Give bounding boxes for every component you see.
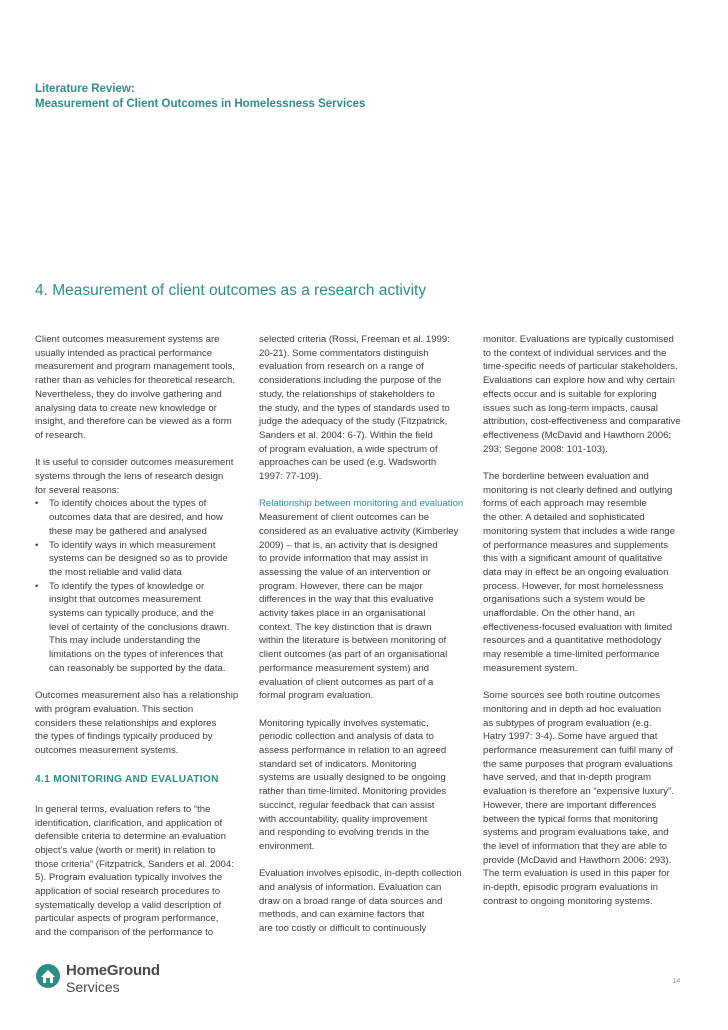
text-line: with program evaluation. This section xyxy=(35,703,194,715)
text-line: To identify choices about the types of xyxy=(49,498,207,510)
text-line: evaluation from research on a range of xyxy=(259,361,424,373)
text-line: Monitoring typically involves systematic, xyxy=(259,717,429,729)
text-line: systems are usually designed to be ongoing xyxy=(259,772,446,784)
text-line: and the comparison of the performance to xyxy=(35,927,214,939)
text-line: usually intended as practical performance xyxy=(35,347,213,359)
text-column-3 xyxy=(483,333,701,909)
text-line: of research. xyxy=(35,429,86,441)
text-line: are too costly or difficult to continuously xyxy=(259,923,427,935)
text-line: monitor. Evaluations are typically customised xyxy=(483,334,674,345)
col2-paragraph-3 xyxy=(259,717,477,854)
text-line: Hatry 1997: 3-4). Some have argued that xyxy=(483,731,658,743)
text-line: evaluation of client outcomes as part of a xyxy=(259,676,434,688)
text-line: The borderline between evaluation and xyxy=(483,471,649,483)
text-line: monitoring system that includes a wide range xyxy=(483,525,675,537)
text-line: systematically develop a valid description of xyxy=(35,899,222,911)
text-line: rather than as vehicles for theoretical research. xyxy=(35,375,235,387)
col3-paragraph-3 xyxy=(483,689,701,908)
text-line: evaluation is therefore an “expensive luxury”. xyxy=(483,786,674,798)
text-line: the types of findings typically produced by xyxy=(35,731,213,743)
text-line: activity takes place in an organisational xyxy=(259,608,426,620)
section-title: 4. Measurement of client outcomes as a research activity xyxy=(35,282,427,299)
text-line: environment. xyxy=(259,840,315,852)
text-line: To identify ways in which measurement xyxy=(49,539,216,551)
text-line: within the literature is between monitoring of xyxy=(259,635,447,647)
text-line: issues such as long-term impacts, causal xyxy=(483,402,658,414)
text-line: the study, and the types of standards used to xyxy=(259,402,450,414)
text-line: measurement and program management tools, xyxy=(35,361,235,373)
text-line: However, there are important differences xyxy=(483,799,657,811)
text-line: provide (McDavid and Hawthorn 2006: 293). xyxy=(483,854,672,866)
text-line: those criteria” (Fitzpatrick, Sanders et al. 2004: xyxy=(35,858,234,870)
col1-paragraph-1 xyxy=(35,333,253,443)
text-column-1 xyxy=(35,333,253,940)
text-line: context. The key distinction that is drawn xyxy=(259,621,432,633)
text-line: data may in effect be an ongoing evaluation xyxy=(483,566,669,578)
text-line: performance measurement can fulfil many of xyxy=(483,745,673,757)
text-line: To identify the types of knowledge or xyxy=(49,580,205,592)
header-line-2: Measurement of Client Outcomes in Homelessness Services xyxy=(35,98,366,110)
col1-paragraph-3 xyxy=(35,689,253,758)
col1-paragraph-4 xyxy=(35,803,253,940)
text-line: assess performance in relation to an agreed xyxy=(259,745,447,757)
text-line: in-depth, episodic program evaluations in xyxy=(483,882,658,894)
text-line: Evaluation involves episodic, in-depth collection xyxy=(259,868,462,880)
text-line: approaches can be used (e.g. Wadsworth xyxy=(259,457,437,469)
text-line: between the typical forms that monitoring xyxy=(483,813,658,825)
text-line: In general terms, evaluation refers to “the xyxy=(35,803,211,815)
text-line: and responding to evolving trends in the xyxy=(259,827,430,839)
text-line: study, the relationships of stakeholders to xyxy=(259,388,435,400)
text-line: Outcomes measurement also has a relationship xyxy=(35,690,239,702)
text-column-2 xyxy=(259,333,477,936)
text-line: may resemble a time-limited performance xyxy=(483,649,660,661)
subsection-heading: 4.1 MONITORING AND EVALUATION xyxy=(35,774,219,786)
text-line: 1997: 77-109). xyxy=(259,471,322,483)
col1-paragraph-2 xyxy=(35,456,253,497)
text-line: for several reasons: xyxy=(35,484,120,496)
text-line: as subtypes of program evaluation (e.g. xyxy=(483,717,652,729)
text-line: assessing the value of an intervention or xyxy=(259,566,431,578)
text-line: unaffordable. On the other hand, an xyxy=(483,608,635,620)
col3-paragraph-1 xyxy=(483,333,701,456)
text-line: differences in the way that this evaluative xyxy=(259,594,434,606)
col2-paragraph-1 xyxy=(259,333,477,484)
bullet-item xyxy=(35,497,253,538)
text-line: time-specific needs of particular stakeholders. xyxy=(483,361,678,373)
text-line: monitoring is not clearly defined and outlying xyxy=(483,484,673,496)
text-line: the same purposes that program evaluations xyxy=(483,758,673,770)
text-line: 2009) – that is, an activity that is designed xyxy=(259,539,438,551)
bullet-item xyxy=(35,580,253,676)
italic-subheading: Relationship between monitoring and evaluation xyxy=(259,498,464,510)
text-line: systems through the lens of research design xyxy=(35,471,224,483)
text-line: Some sources see both routine outcomes xyxy=(483,690,661,702)
text-line: particular aspects of program performance, xyxy=(35,913,219,925)
document-header xyxy=(35,82,365,112)
text-line: 293; Segone 2008: 101-103). xyxy=(483,443,608,455)
col3-paragraph-2 xyxy=(483,470,701,676)
text-line: the other. A detailed and sophisticated xyxy=(483,512,645,524)
text-line: selected criteria (Rossi, Freeman et al. 1999: xyxy=(259,334,450,345)
text-line: Client outcomes measurement systems are xyxy=(35,334,220,345)
text-line: Evaluations can explore how and why certain xyxy=(483,375,675,387)
text-line: It is useful to consider outcomes measurement xyxy=(35,457,234,469)
text-line: resources and a quantitative methodology xyxy=(483,635,662,647)
text-line: identification, clarification, and application of xyxy=(35,817,223,829)
text-line: effectiveness (McDavid and Hawthorn 2006: xyxy=(483,429,672,441)
text-line: systems can typically produce, and the xyxy=(49,608,214,620)
text-line: The term evaluation is used in this paper for xyxy=(483,868,670,880)
text-line: judge the adequacy of the study (Fitzpatrick, xyxy=(259,416,448,428)
text-line: formal program evaluation. xyxy=(259,690,374,702)
text-line: 5). Program evaluation typically involves the xyxy=(35,872,223,884)
text-line: program. However, there can be major xyxy=(259,580,423,592)
text-line: process. However, for most homelessness xyxy=(483,580,664,592)
text-line: systems can be designed so as to provide xyxy=(49,553,228,565)
text-line: methods, and can examine factors that xyxy=(259,909,425,921)
text-line: the level of information that they are able to xyxy=(483,840,667,852)
bullet-icon: • xyxy=(35,498,39,510)
bullet-item xyxy=(35,539,253,580)
text-line: with accountability, quality improvement xyxy=(259,813,428,825)
text-line: of program evaluation, a wide spectrum of xyxy=(259,443,438,455)
bullet-icon: • xyxy=(35,539,39,551)
text-line: This may include understanding the xyxy=(49,635,201,647)
col2-paragraph-2 xyxy=(259,511,477,703)
text-line: outcomes data that are desired, and how xyxy=(49,512,223,524)
text-line: Nevertheless, they do involve gathering and xyxy=(35,388,222,400)
text-line: analysing data to create new knowledge or xyxy=(35,402,217,414)
header-line-1: Literature Review: xyxy=(35,83,135,95)
text-line: have served, and that in-depth program xyxy=(483,772,651,784)
text-line: organisations such a system would be xyxy=(483,594,646,606)
text-line: succinct, regular feedback that can assist xyxy=(259,799,435,811)
text-line: outcomes measurement systems. xyxy=(35,745,179,757)
text-line: standard set of indicators. Monitoring xyxy=(259,758,417,770)
text-line: application of social research procedures to xyxy=(35,886,221,898)
text-line: attribution, cost-effectiveness and comparative xyxy=(483,416,681,428)
text-line: these may be gathered and analysed xyxy=(49,525,207,537)
text-line: insight, and therefore can be viewed as a form xyxy=(35,416,232,428)
text-line: level of certainty of the conclusions drawn. xyxy=(49,621,230,633)
text-line: to provide information that may assist in xyxy=(259,553,429,565)
text-line: can reasonably be supported by the data. xyxy=(49,662,226,674)
text-line: 20-21). Some commentators distinguish xyxy=(259,347,429,359)
bullet-icon: • xyxy=(35,580,39,592)
text-line: performance measurement system) and xyxy=(259,662,430,674)
text-line: rather than time-limited. Monitoring provides xyxy=(259,786,447,798)
text-line: defensible criteria to determine an evaluation xyxy=(35,831,226,843)
text-line: insight that outcomes measurement xyxy=(49,594,201,606)
homeground-logo xyxy=(35,963,160,995)
text-line: Measurement of client outcomes can be xyxy=(259,512,430,524)
text-line: contrast to ongoing monitoring systems. xyxy=(483,895,653,907)
text-line: this with a significant amount of qualitative xyxy=(483,553,663,565)
text-line: systems and program evaluations take, and xyxy=(483,827,669,839)
text-line: object’s value (worth or merit) in relation to xyxy=(35,844,216,856)
text-line: forms of each approach may resemble xyxy=(483,498,647,510)
text-line: effectiveness-focused evaluation with limited xyxy=(483,621,673,633)
text-line: periodic collection and analysis of data to xyxy=(259,731,434,743)
logo-line-1: HomeGround xyxy=(66,962,160,979)
text-line: monitoring and in depth ad hoc evaluation xyxy=(483,703,662,715)
text-line: client outcomes (as part of an organisational xyxy=(259,649,448,661)
text-line: limitations on the types of inferences that xyxy=(49,649,223,661)
text-line: considerations including the purpose of the xyxy=(259,375,442,387)
text-line: Sanders et al. 2004: 6-7). Within the field xyxy=(259,429,433,441)
text-line: considers these relationships and explores xyxy=(35,717,217,729)
text-line: of performance measures and supplements xyxy=(483,539,669,551)
house-icon xyxy=(35,963,61,989)
text-line: considered as an evaluative activity (Kimberley xyxy=(259,525,459,537)
text-line: effects occur and is suitable for exploring xyxy=(483,388,657,400)
text-line: draw on a broad range of data sources and xyxy=(259,895,443,907)
text-line: measurement system. xyxy=(483,662,578,674)
text-line: and analysis of information. Evaluation can xyxy=(259,882,442,894)
col2-paragraph-4 xyxy=(259,867,477,936)
logo-line-2: Services xyxy=(66,979,120,995)
page-number: 14 xyxy=(672,976,681,985)
text-line: to the context of individual services and the xyxy=(483,347,667,359)
text-line: the most reliable and valid data xyxy=(49,566,182,578)
